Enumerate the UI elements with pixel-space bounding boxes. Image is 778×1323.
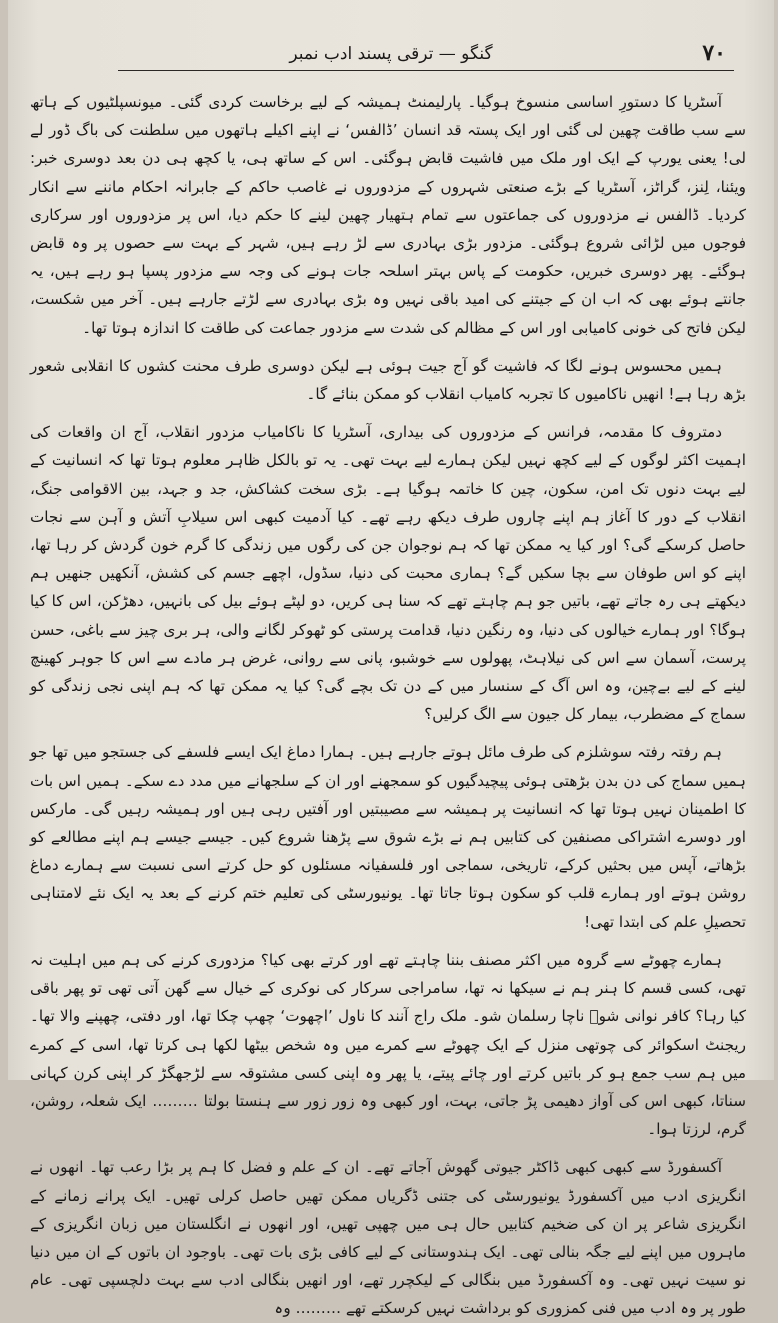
paragraph: آکسفورڈ سے کبھی کبھی ڈاکٹر جیوتی گھوش آجاتے تھے۔ ان کے علم و فضل کا ہم پر بڑا رعب تھا۔ انھوں نے انگریزی ادب میں آکسفورڈ یونیورسٹی کی جتنی ڈگریاں ممکن تھیں حاصل کرلی تھیں۔ ایک پرانے زمانے کے انگریزی شاعر پر ان کی ضخیم کتابیں حال ہی میں چھپی تھیں، اور انھوں نے انگلستان میں زبان انگریزی کے ماہروں میں اپنے لیے جگہ بنالی تھی۔ ایک ہندوستانی کے لیے کافی بڑی بات تھی۔ باوجود ان باتوں کے ان میں دنیا نو سیت نہیں تھی۔ وہ آکسفورڈ میں بنگالی کے لیکچرر تھے، اور انھیں بنگالی ادب سے بہت دلچسپی تھی۔ عام طور پر وہ ادب میں فنی کمزوری کو برداشت نہیں کرسکتے تھے ……… وہ	[30, 1158, 746, 1318]
paragraph: دمتروف کا مقدمہ، فرانس کے مزدوروں کی بیداری، آسٹریا کا ناکامیاب مزدور انقلاب، آج ان واقعات کی اہمیت اکثر لوگوں کے لیے کچھ نہیں لیکن ہمارے لیے بہت تھی۔ یہ تو بالکل ظاہر معلوم ہوتا تھا کہ انسانیت کے لیے بہت دنوں تک امن، سکون، چین کا خاتمہ ہوگیا ہے۔ بڑی سخت کشاکش، جد و جہد، بین الاقوامی جنگ، انقلاب کے دور کا آغاز ہم اپنے چاروں طرف دیکھ رہے تھے۔ کیا آدمیت کبھی اس سیلابِ آتش و آہن سے نجات حاصل کرسکے گی؟ اور کیا یہ ممکن تھا کہ ہم نوجوان جن کی رگوں میں زندگی کا گرم خون گردش کر رہا تھا، اپنے کو اس طوفان سے بچا سکیں گے؟ ہماری محبت کی دنیا، سڈول، اچھے جسم کی کشش، آنکھیں جنھیں ہم دیکھتے ہی رہ جاتے تھے، باتیں جو ہم چاہتے تھے کہ سنا ہی کریں، دو لپٹے ہوئے بیل کی بانہیں، دھڑکن، اس کا کیا ہوگا؟ اور ہمارے خیالوں کی دنیا، وہ رنگین دنیا، قدامت پرستی کو ٹھوکر لگانے والی، ہر بری چیز سے باغی، حسن پرست، آسمان سے اس کی نیلاہٹ، پھولوں سے خوشبو، پانی سے روانی، غرض ہر مادے سے اس کا جوہر کھینچ لینے کے لیے بےچین، وہ اس آگ کے سنسار میں کے دن تک بچے گی؟ کیا یہ ممکن تھا کہ ہم اپنی نجی زندگی کو سماج کے مضطرب، بیمار کل جیون سے الگ کرلیں؟	[30, 423, 746, 724]
paragraph: ہم رفتہ رفتہ سوشلزم کی طرف مائل ہوتے جارہے ہیں۔ ہمارا دماغ ایک ایسے فلسفے کی جستجو میں تھا جو ہمیں سماج کی دن بدن بڑھتی ہوئی پیچیدگیوں کو سمجھنے اور ان کے سلجھانے میں مدد دے سکے۔ ہمیں اس بات کا اطمینان نہیں ہوتا تھا کہ انسانیت پر ہمیشہ سے مصیبتیں اور آفتیں رہی ہیں اور ہمیشہ رہیں گی۔ مارکس اور دوسرے اشتراکی مصنفین کی کتابیں ہم نے بڑے شوق سے پڑھنا شروع کیں۔ جیسے جیسے ہم اپنے مطالعے کو بڑھاتے، آپس میں بحثیں کرکے، تاریخی، سماجی اور فلسفیانہ مسئلوں کو حل کرتے اسی نسبت سے ہمارے دماغ روشن ہوتے اور ہمارے قلب کو سکون ہوتا جاتا تھا۔ یونیورسٹی کی تعلیم ختم کرنے کے بعد یہ ایک نئے لامتناہی تحصیلِ علم کی ابتدا تھی!	[30, 743, 746, 931]
page-number: ۷۰	[702, 40, 726, 66]
running-title: گنگو — ترقی پسند ادب نمبر	[289, 44, 493, 64]
article-body	[30, 88, 746, 1318]
page-header	[48, 40, 734, 74]
paragraph: ہمیں محسوس ہونے لگا کہ فاشیت گو آج جیت ہوئی ہے لیکن دوسری طرف محنت کشوں کا انقلابی شعور بڑھ رہا ہے! انھیں ناکامیوں کا تجربہ کامیاب انقلاب کو ممکن بنائے گا۔	[30, 356, 746, 404]
book-page	[8, 0, 774, 1318]
paragraph: ہمارے چھوٹے سے گروہ میں اکثر مصنف بننا چاہتے تھے اور کرتے بھی کیا؟ مزدوری کرنے کی ہم میں اہلیت نہ تھی، کسی قسم کا ہنر ہم نے سیکھا نہ تھا، سامراجی سرکار کی نوکری کے خیال سے گھن آتی تھی تو پھر باقی کیا رہا؟ کافر نوانی شوؔ ناچا رسلمان شو۔ ملک راج آنند کا ناول ’اچھوت‘ چھپ چکا تھا، اور دفتی، چھپنے والا تھا۔ ریجنٹ اسکوائر کی چوتھی منزل کے ایک چھوٹے سے کمرے میں وہ شخص بیٹھا لکھا ہی کرتا تھا، اسی کے کمرے میں ہم سب جمع ہو کر باتیں کرتے اور چائے پیتے، یا پھر وہ اپنی کسی مشتوقہ سے لڑجھگڑ کر اپنی کرن کہانی سناتا، کبھی اس کی آواز دھیمی پڑ جاتی، بہت، اور کبھی وہ زور زور سے ہنستا بولتا ……… ایک شعلہ، روشن، گرم، لرزتا ہوا۔	[30, 950, 746, 1139]
header-rule	[118, 70, 734, 71]
paragraph: آسٹریا کا دستورِ اساسی منسوخ ہوگیا۔ پارلیمنٹ ہمیشہ کے لیے برخاست کردی گئی۔ میونسپلٹیوں کے ہاتھ سے سب طاقت چھین لی گئی اور ایک پستہ قد انسان ’ڈالفس‘ نے اپنے اکیلے ہاتھوں میں سلطنت کی باگ ڈور لے لی! یعنی یورپ کے ایک اور ملک میں فاشیت قابض ہوگئی۔ اس کے ساتھ ہی، یا کچھ ہی دن بعد دوسری خبر: ویئنا، لِنز، گراٹز، آسٹریا کے بڑے صنعتی شہروں کے مزدوروں نے غاصب حاکم کے جابرانہ احکام ماننے سے انکار کردیا۔ ڈالفس نے مزدوروں کی جماعتوں سے تمام ہتھیار چھین لینے کا حکم دیا، اس پر مزدوروں اور سرکاری فوجوں میں لڑائی شروع ہوگئی۔ مزدور بڑی بہادری سے لڑ رہے ہیں، شہر کے بہت سے حصوں پر وہ قابض ہوگئے۔ پھر دوسری خبریں، حکومت کے پاس بہتر اسلحہ جات ہونے کی وجہ سے مزدور پسپا ہو رہے ہیں، یہ جانتے ہوئے بھی کہ اب ان کے جیتنے کی امید باقی نہیں وہ بڑی بہادری سے لڑتے جارہے ہیں۔ آخر میں شکست، لیکن فاتح کی خونی کامیابی اور اس کے مظالم کی شدت سے مزدور جماعت کی طاقت کا اندازہ ہوتا تھا۔	[30, 93, 746, 337]
